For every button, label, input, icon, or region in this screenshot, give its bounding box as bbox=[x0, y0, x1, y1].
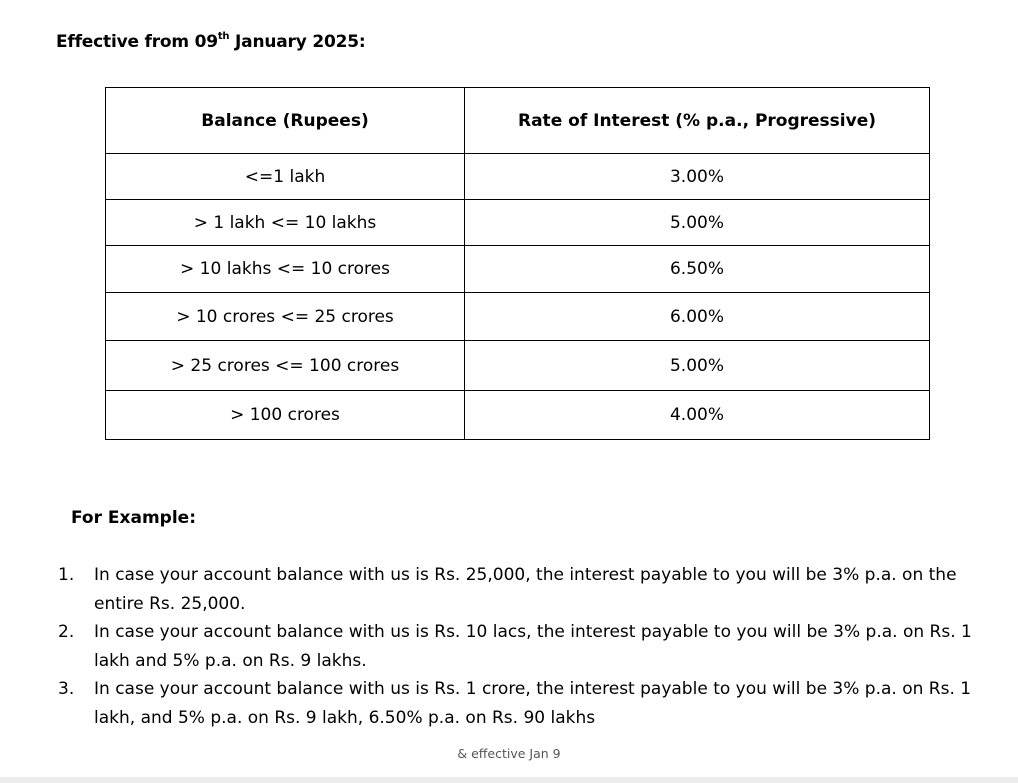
example-list bbox=[56, 561, 986, 732]
list-item-text: In case your account balance with us is Rs. 25,000, the interest payable to you will be 3% p.a. on the entire Rs. 25,000. bbox=[94, 565, 957, 614]
table-row bbox=[106, 154, 930, 200]
list-item-number: 2. bbox=[58, 622, 75, 642]
heading-superscript: th bbox=[217, 31, 230, 43]
balance-cell: > 1 lakh <= 10 lakhs bbox=[106, 200, 465, 246]
list-item bbox=[56, 675, 986, 732]
rate-cell: 6.50% bbox=[465, 246, 930, 293]
page-heading bbox=[56, 32, 365, 52]
table-row bbox=[106, 293, 930, 341]
balance-cell: <=1 lakh bbox=[106, 154, 465, 200]
balance-cell: > 100 crores bbox=[106, 391, 465, 440]
heading-suffix: January 2025: bbox=[229, 32, 366, 52]
rate-cell: 3.00% bbox=[465, 154, 930, 200]
rate-cell: 5.00% bbox=[465, 200, 930, 246]
table-row bbox=[106, 391, 930, 440]
table-header-row bbox=[106, 88, 930, 154]
list-item-number: 3. bbox=[58, 679, 75, 699]
list-item-text: In case your account balance with us is Rs. 10 lacs, the interest payable to you will be 3% p.a. on Rs. 1 lakh and 5% p.a. on Rs. 9 lakhs. bbox=[94, 622, 972, 671]
balance-cell: > 10 crores <= 25 crores bbox=[106, 293, 465, 341]
bottom-divider bbox=[0, 777, 1018, 783]
column-header-balance: Balance (Rupees) bbox=[106, 88, 465, 154]
image-caption: & effective Jan 9 bbox=[457, 746, 561, 761]
balance-cell: > 25 crores <= 100 crores bbox=[106, 341, 465, 391]
list-item bbox=[56, 561, 986, 618]
list-item-number: 1. bbox=[58, 565, 75, 585]
heading-prefix: Effective from 09 bbox=[56, 32, 218, 52]
example-title: For Example: bbox=[71, 508, 196, 528]
interest-rate-table bbox=[105, 87, 930, 440]
list-item-text: In case your account balance with us is Rs. 1 crore, the interest payable to you will be 3% p.a. on Rs. 1 lakh, and 5% p.a. on Rs. 9 lakh, 6.50% p.a. on Rs. 90 lakhs bbox=[94, 679, 972, 728]
table-row bbox=[106, 341, 930, 391]
rate-cell: 5.00% bbox=[465, 341, 930, 391]
rate-cell: 6.00% bbox=[465, 293, 930, 341]
balance-cell: > 10 lakhs <= 10 crores bbox=[106, 246, 465, 293]
table-row bbox=[106, 246, 930, 293]
list-item bbox=[56, 618, 986, 675]
column-header-rate: Rate of Interest (% p.a., Progressive) bbox=[465, 88, 930, 154]
table-row bbox=[106, 200, 930, 246]
rate-cell: 4.00% bbox=[465, 391, 930, 440]
